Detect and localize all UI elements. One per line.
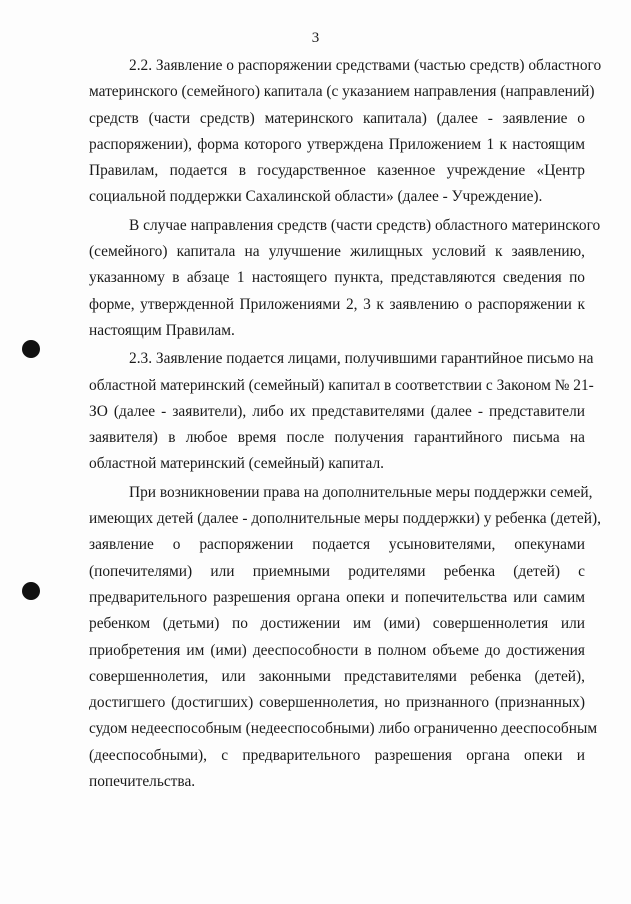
text-line: указанному в абзаце 1 настоящего пункта, представляются сведения по (89, 269, 585, 287)
text-line: судом недееспособным (недееспособными) либо ограниченно дееспособным (89, 720, 598, 738)
text-line: ЗО (далее - заявители), либо их представителями (далее - представители (89, 402, 585, 420)
text-line: Правилам, подается в государственное казенное учреждение «Центр (89, 162, 585, 180)
text-line: (семейного) капитала на улучшение жилищных условий к заявлению, (89, 243, 585, 261)
text-line: заявление о распоряжении подается усыновителями, опекунами (89, 536, 585, 554)
paragraph-housing (89, 213, 601, 344)
text-line: 2.3. Заявление подается лицами, получившими гарантийное письмо на (129, 350, 594, 368)
text-line: В случае направления средств (части средств) областного материнского (129, 216, 601, 234)
text-line: имеющих детей (далее - дополнительные меры поддержки) у ребенка (детей), (89, 510, 601, 528)
text-line: 2.2. Заявление о распоряжении средствами (частью средств) областного (129, 57, 602, 74)
paragraph-2-2 (89, 53, 602, 211)
text-line: областной материнский (семейный) капитал. (89, 455, 384, 473)
text-line: При возникновении права на дополнительные меры поддержки семей, (129, 483, 593, 501)
document-body (89, 53, 602, 797)
punch-hole-top (22, 340, 40, 358)
text-line: социальной поддержки Сахалинской области» (далее - Учреждение). (89, 188, 543, 206)
text-line: (дееспособными), с предварительного разрешения органа опеки и (89, 746, 585, 764)
text-line: (попечителями) или приемными родителями ребенка (детей) с (89, 562, 585, 580)
text-line: материнского (семейного) капитала (с указанием направления (направлений) (89, 83, 595, 101)
text-line: попечительства. (89, 773, 196, 791)
text-line: приобретения им (ими) дееспособности в полном объеме до достижения (89, 641, 585, 659)
text-line: достигшего (достигших) совершеннолетия, но признанного (признанных) (89, 694, 585, 712)
text-line: областной материнский (семейный) капитал в соответствии с Законом № 21- (89, 376, 594, 394)
text-line: распоряжении), форма которого утверждена Приложением 1 к настоящим (89, 135, 585, 153)
text-line: предварительного разрешения органа опеки и попечительства или самим (89, 588, 585, 606)
text-line: ребенком (детьми) по достижении им (ими) совершеннолетия или (89, 615, 585, 633)
text-line: средств (части средств) материнского капитала) (далее - заявление о (89, 109, 585, 127)
page-number: 3 (311, 30, 320, 46)
paragraph-additional-measures (89, 480, 601, 796)
text-line: заявителя) в любое время после получения гарантийного письма на (89, 429, 585, 447)
punch-hole-bottom (22, 582, 40, 600)
paragraph-2-3 (89, 346, 594, 477)
text-line: настоящим Правилам. (89, 321, 235, 339)
text-line: форме, утвержденной Приложениями 2, 3 к заявлению о распоряжении к (89, 295, 585, 313)
text-line: совершеннолетия, или законными представителями ребенка (детей), (89, 667, 585, 685)
